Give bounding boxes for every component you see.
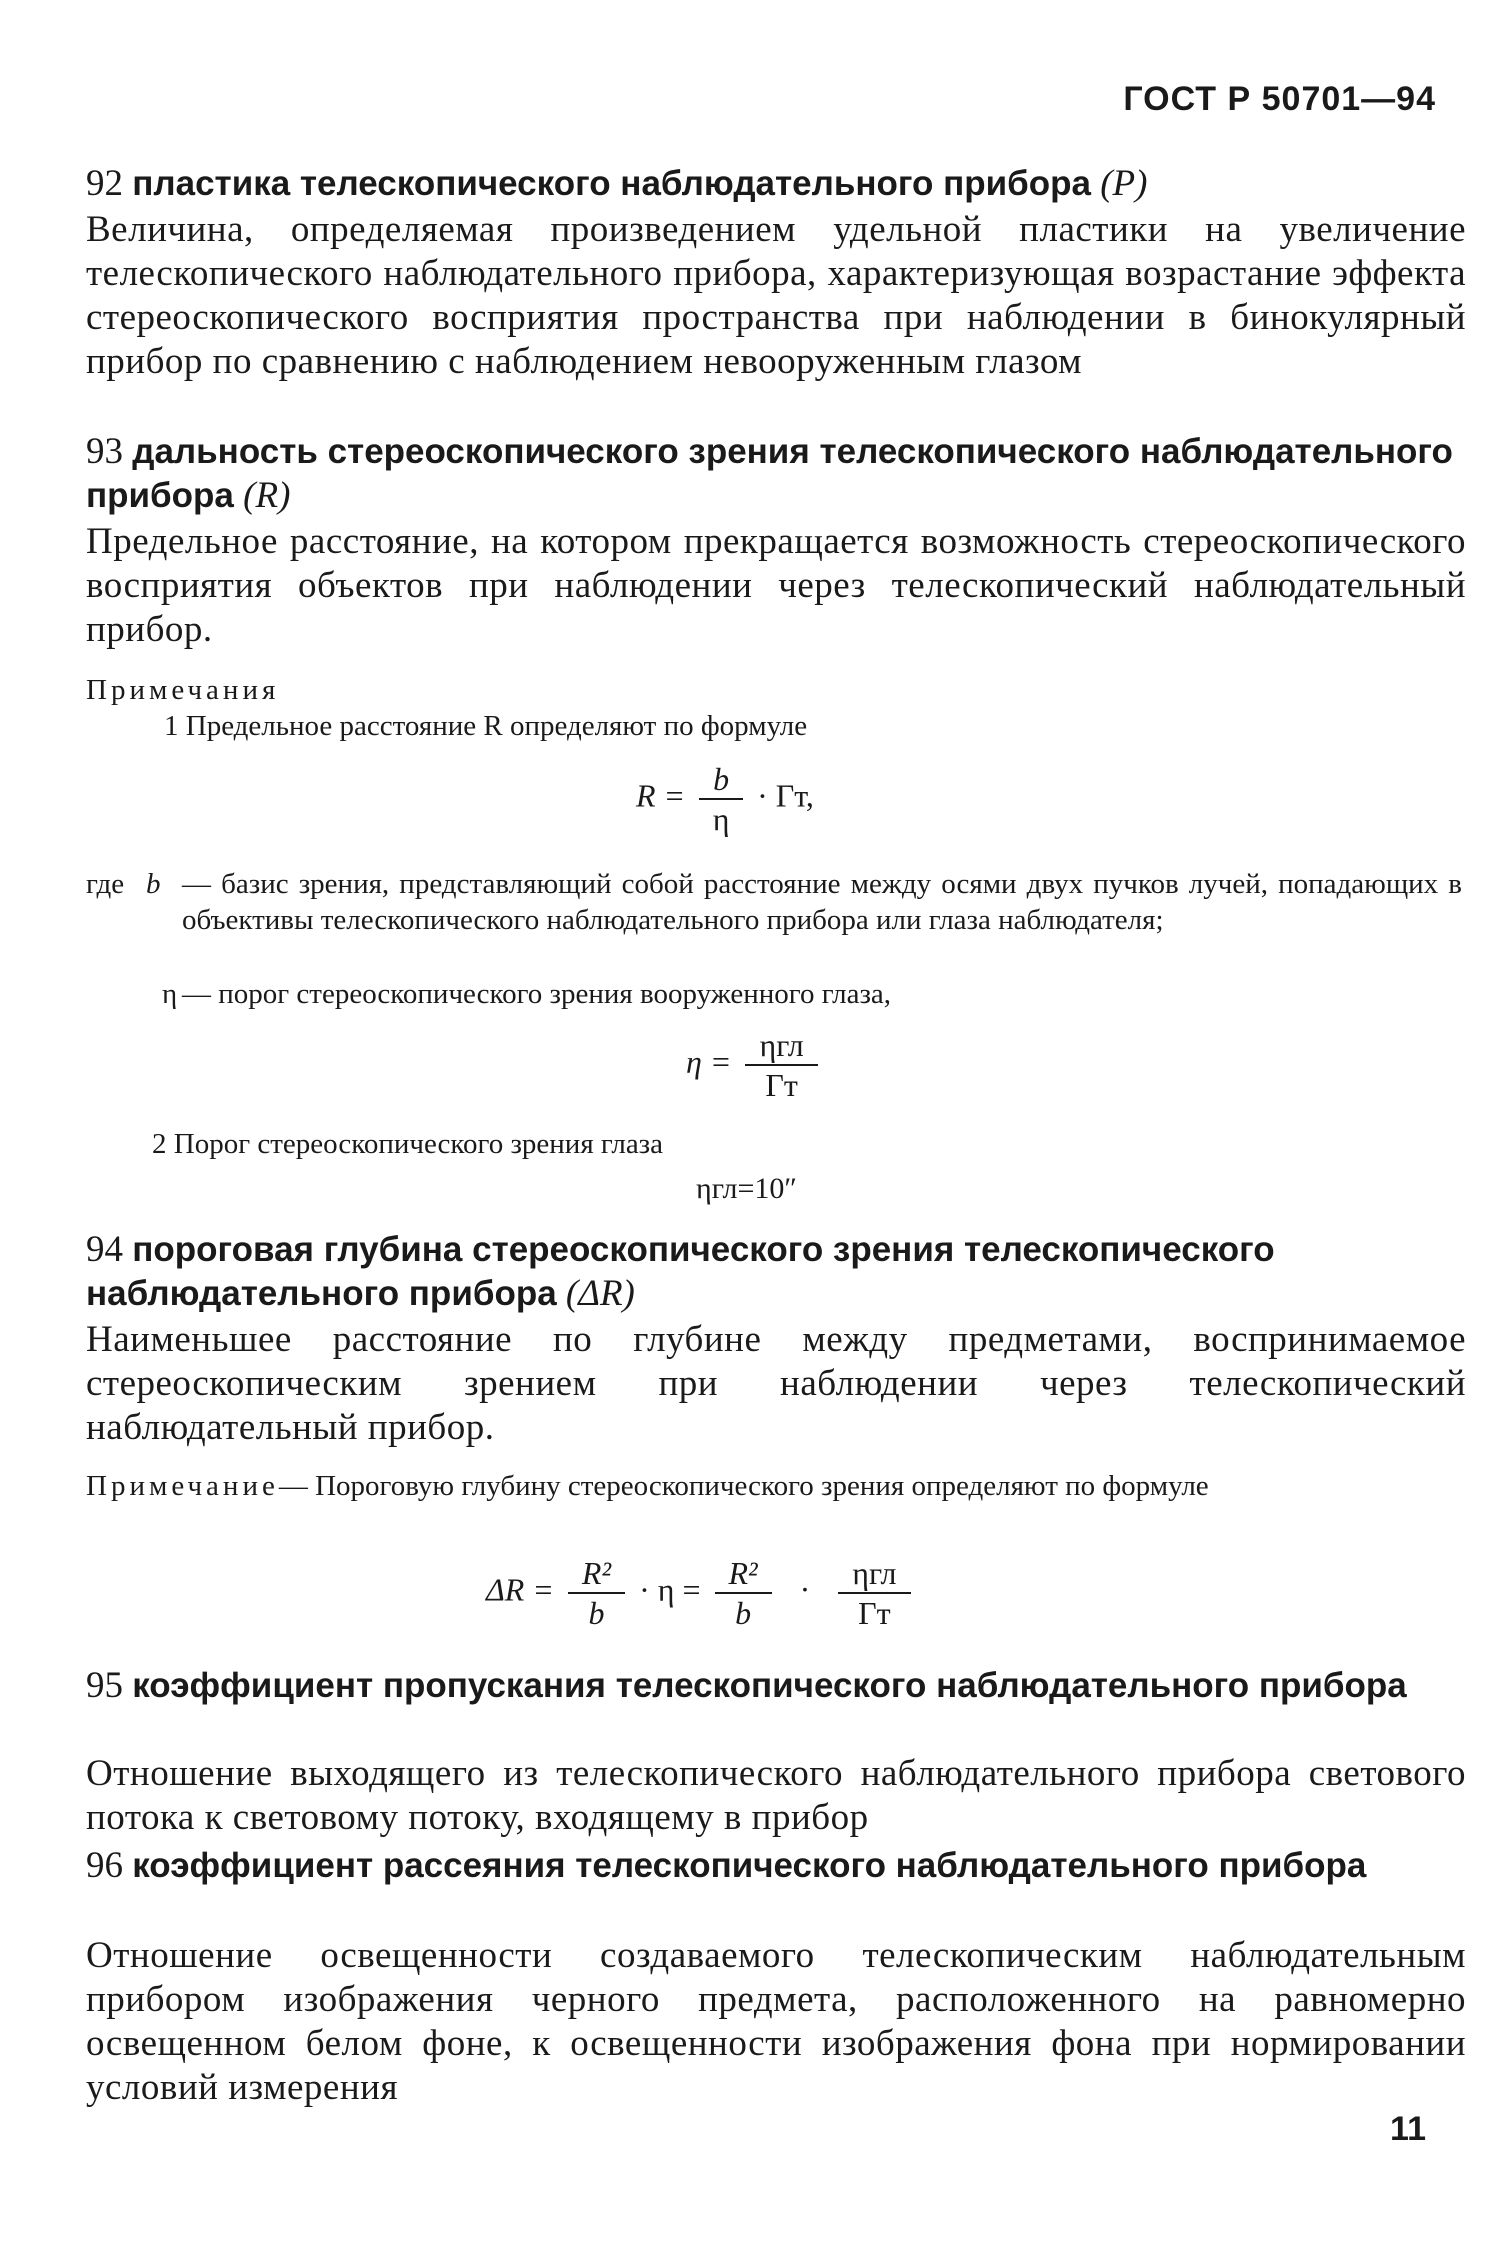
where-eta-text: — порог стереоскопического зрения вооруженного глаза,	[182, 978, 892, 1010]
formula-dR-fraction-3	[838, 1554, 910, 1632]
note-94-text: — Пороговую глубину стереоскопического зрения определяют по формуле	[278, 1470, 1209, 1502]
formula-eta-eye: ηгл=10″	[696, 1172, 797, 1205]
note-1: 1 Предельное расстояние R определяют по формуле	[164, 710, 808, 742]
formula-dR-num-2: R²	[715, 1554, 772, 1594]
formula-dR-den-2: b	[735, 1595, 752, 1631]
formula-dR-fraction-2	[715, 1554, 772, 1632]
standard-header: ГОСТ Р 50701—94	[1123, 80, 1436, 118]
formula-R-denominator: η	[712, 801, 730, 837]
where-b-text: — базис зрения, представляющий собой расстояние между осями двух пучков лучей, попадающих в объективы телескопического наблюдательного прибора или глаза наблюдателя;	[182, 868, 1462, 936]
formula-eta-numerator: ηгл	[745, 1026, 817, 1066]
formula-eta-lhs: η =	[686, 1043, 732, 1080]
term-93-definition: Предельное расстояние, на котором прекращается возможность стереоскопического восприятия объектов при наблюдении через телескопический наблюдательный прибор.	[86, 521, 1466, 650]
where-eta-symbol: η	[162, 978, 178, 1010]
term-93-number: 93	[86, 431, 123, 472]
term-92-definition: Величина, определяемая произведением удельной пластики на увеличение телескопического наблюдательного прибора, характеризующая возрастание эффекта стереоскопического восприятия пространства при наблюдении в бинокулярный прибор по сравнению с наблюдением невооруженным глазом	[86, 209, 1466, 382]
note-94	[86, 1468, 1466, 1504]
term-92-symbol: (P)	[1100, 163, 1148, 204]
term-96-definition: Отношение освещенности создаваемого телескопическим наблюдательным прибором изображения черного предмета, расположенного на равномерно освещенном белом фоне, к освещенности изображения фона при нормировании условий измерения	[86, 1935, 1466, 2108]
term-92-title: пластика телескопического наблюдательного прибора	[132, 164, 1091, 203]
formula-dR-den-3: Гт	[858, 1595, 891, 1631]
formula-dR-mid: · η =	[639, 1571, 701, 1608]
formula-eta	[686, 1026, 824, 1104]
term-96-heading	[86, 1844, 1466, 1888]
formula-R-lhs: R =	[636, 777, 686, 814]
formula-dR-lhs: ΔR =	[486, 1571, 554, 1608]
formula-R-rhs: · Гт,	[757, 777, 814, 814]
formula-R-numerator: b	[699, 760, 743, 800]
note-2: 2 Порог стереоскопического зрения глаза	[152, 1128, 664, 1160]
term-94-number: 94	[86, 1229, 123, 1270]
term-92-number: 92	[86, 163, 123, 204]
term-94-symbol: (ΔR)	[565, 1273, 635, 1314]
notes-title: Примечания	[86, 674, 280, 706]
formula-R-fraction	[699, 760, 743, 838]
where-b-symbol: b	[146, 868, 161, 900]
formula-R	[636, 760, 814, 838]
formula-eta-denominator: Гт	[765, 1067, 798, 1103]
term-93-heading	[86, 430, 1466, 518]
term-95-number: 95	[86, 1665, 123, 1706]
where-label: где	[86, 868, 125, 900]
document-page	[86, 0, 1466, 2253]
term-92-heading	[86, 162, 1466, 206]
term-95-title: коэффициент пропускания телескопического наблюдательного прибора	[132, 1666, 1407, 1705]
term-95-definition: Отношение выходящего из телескопического наблюдательного прибора светового потока к световому потоку, входящему в прибор	[86, 1753, 1466, 1838]
term-95-heading	[86, 1664, 1466, 1708]
formula-dR-fraction-1	[568, 1554, 625, 1632]
term-96-title: коэффициент рассеяния телескопического наблюдательного прибора	[132, 1846, 1367, 1885]
term-93-symbol: (R)	[243, 475, 291, 516]
term-94-definition: Наименьшее расстояние по глубине между предметами, воспринимаемое стереоскопическим зрением при наблюдении через телескопический наблюдательный прибор.	[86, 1319, 1466, 1448]
formula-dR-dot: ·	[799, 1571, 811, 1608]
formula-dR-den-1: b	[588, 1595, 605, 1631]
term-93-title: дальность стереоскопического зрения телескопического наблюдательного прибора	[86, 432, 1453, 515]
formula-dR-num-1: R²	[568, 1554, 625, 1594]
formula-eta-fraction	[745, 1026, 817, 1104]
formula-dR-num-3: ηгл	[838, 1554, 910, 1594]
term-96-number: 96	[86, 1845, 123, 1886]
note-94-title: Примечание	[86, 1470, 279, 1502]
page-number: 11	[1390, 2110, 1426, 2148]
term-94-title: пороговая глубина стереоскопического зрения телескопического наблюдательного прибора	[86, 1230, 1275, 1313]
formula-delta-R	[486, 1554, 917, 1632]
term-94-heading	[86, 1228, 1466, 1316]
